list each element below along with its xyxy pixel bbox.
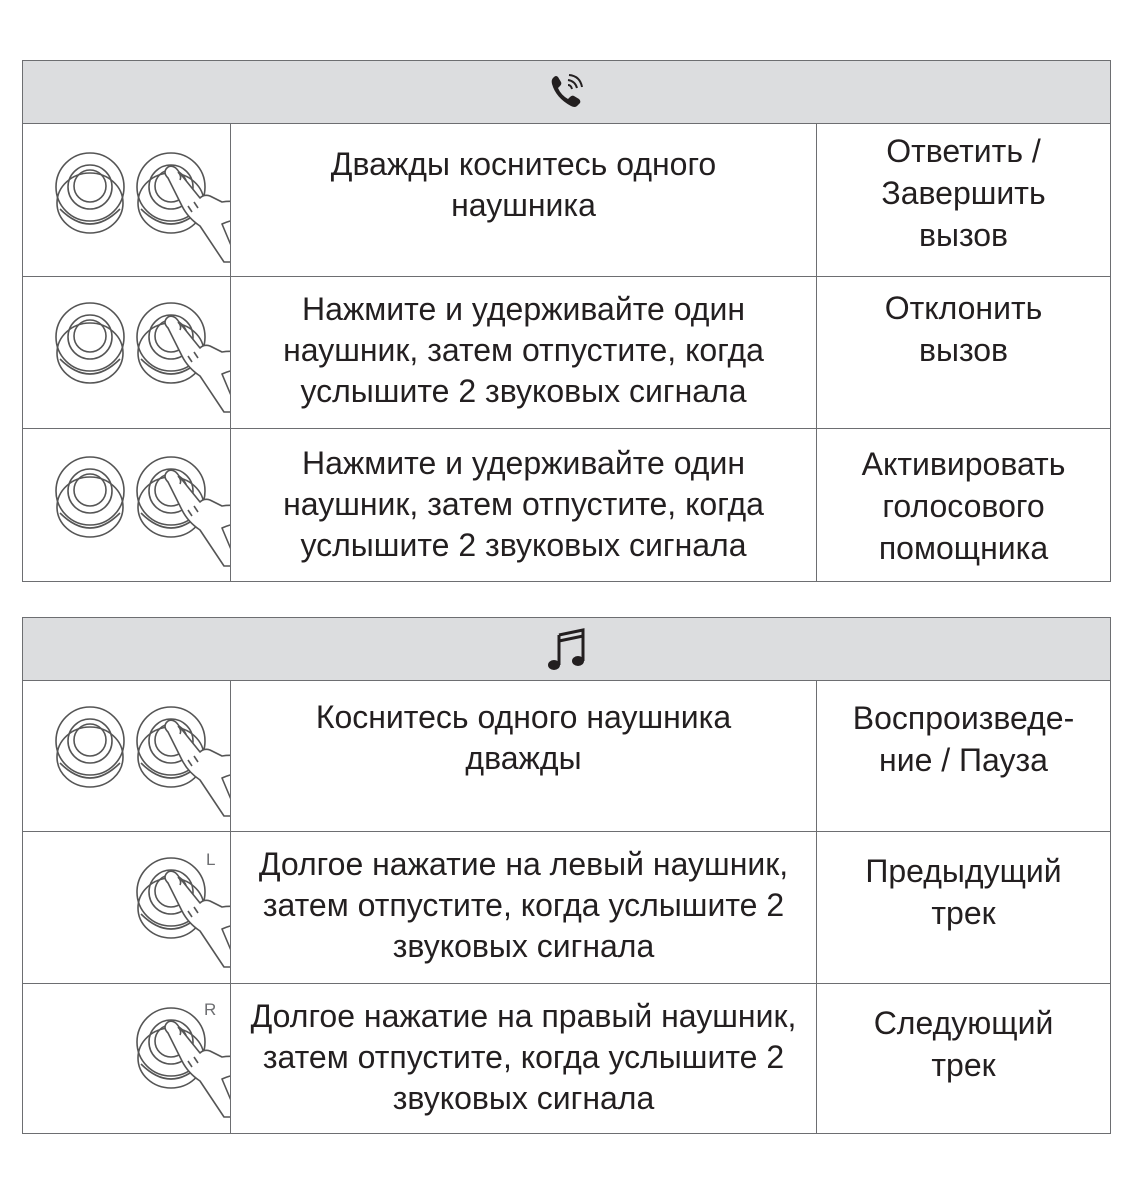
gesture-description: Дважды коснитесь одного наушника — [231, 124, 817, 276]
gesture-action: Активировать голосового помощника — [861, 446, 1066, 566]
earbuds-illustration — [23, 277, 231, 428]
gesture-action: Предыдущий трек — [865, 853, 1062, 931]
gesture-action: Следующий трек — [873, 1005, 1054, 1083]
right-earbud-illustration — [23, 984, 231, 1133]
music-header — [23, 618, 1110, 681]
table-row — [23, 124, 1110, 277]
gesture-action: Отклонить вызов — [884, 290, 1043, 368]
table-row — [23, 681, 1110, 832]
left-label: L — [206, 850, 216, 869]
gesture-description: Долгое нажатие на правый наушник, затем отпустите, когда услышите 2 звуковых сигнала — [231, 984, 817, 1133]
phone-ringing-icon — [547, 72, 587, 112]
right-label: R — [204, 1000, 217, 1019]
gesture-action: Ответить / Завершить вызов — [881, 133, 1046, 253]
music-note-icon — [547, 627, 587, 671]
calls-header — [23, 61, 1110, 124]
table-row — [23, 984, 1110, 1133]
gesture-description: Нажмите и удерживайте один наушник, затем отпустите, когда услышите 2 звуковых сигнала — [231, 429, 817, 581]
table-row — [23, 832, 1110, 984]
table-row — [23, 429, 1110, 581]
earbuds-illustration — [23, 124, 231, 276]
gesture-description: Долгое нажатие на левый наушник, затем отпустите, когда услышите 2 звуковых сигнала — [231, 832, 817, 983]
gesture-description: Коснитесь одного наушника дважды — [231, 681, 817, 831]
music-table — [22, 617, 1111, 1134]
earbuds-illustration — [23, 681, 231, 831]
left-earbud-illustration — [23, 832, 231, 983]
table-row — [23, 277, 1110, 429]
earbuds-illustration — [23, 429, 231, 581]
gesture-action: Воспроизведе-ние / Пауза — [852, 700, 1075, 778]
gesture-description: Нажмите и удерживайте один наушник, затем отпустите, когда услышите 2 звуковых сигнала — [231, 277, 817, 428]
calls-table — [22, 60, 1111, 582]
